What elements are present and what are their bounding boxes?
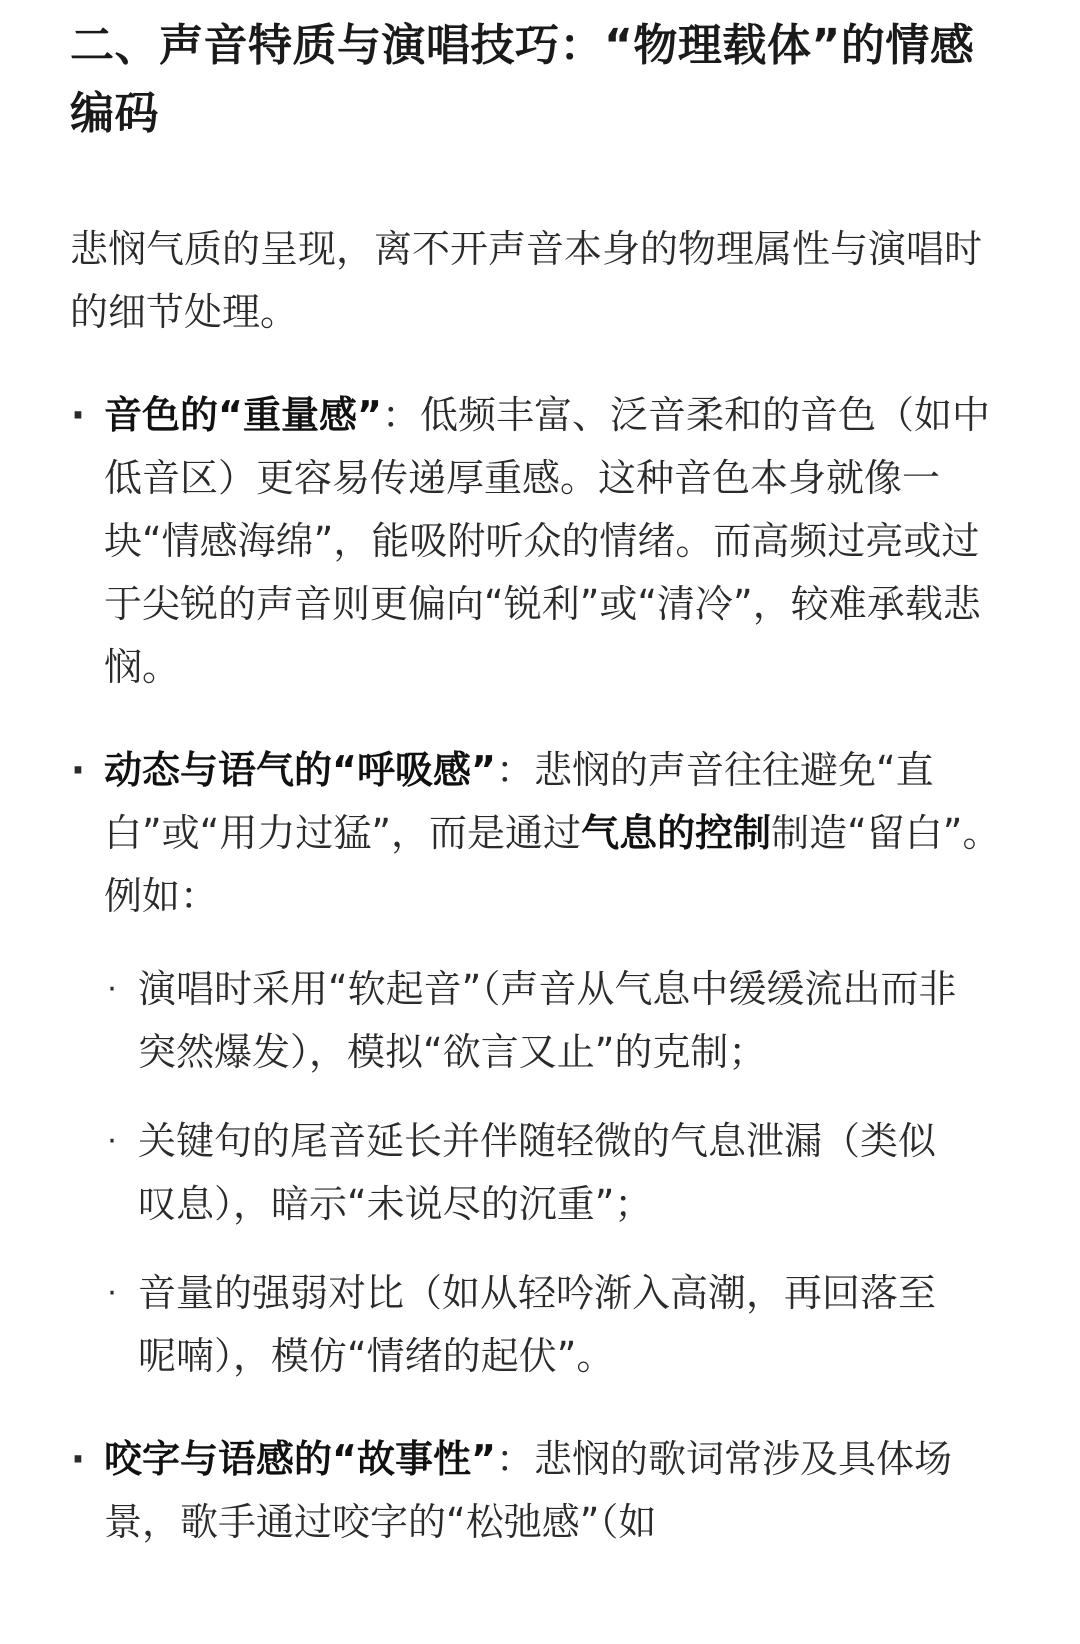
bullet-dot: · xyxy=(70,748,86,792)
sub-item-text: 关键句的尾音延长并伴随轻微的气息泄漏（类似叹息），暗示“未说尽的沉重”； xyxy=(138,1119,937,1226)
bullet-text: ：低频丰富、泛音柔和的音色（如中低音区）更容易传递厚重感。这种音色本身就像一块“情感海绵”，能吸附听众的情绪。而高频过亮或过于尖锐的声音则更偏向“锐利”或“清冷”，较难承载悲悯。 xyxy=(104,393,990,689)
bullet-title: 动态与语气的“呼吸感” xyxy=(104,748,496,792)
article xyxy=(70,12,1010,1594)
bullet-title: 音色的“重量感” xyxy=(104,393,382,437)
bullet-dot: · xyxy=(70,1437,86,1481)
bullet-text: ：悲悯的歌词常涉及具体场景，歌手通过咬字的“松弛感”（如 xyxy=(104,1437,952,1544)
bullet-dot: · xyxy=(70,393,86,437)
bullet-timbre xyxy=(70,384,1010,699)
sub-item-text: 音量的强弱对比（如从轻吟渐入高潮，再回落至呢喃），模仿“情绪的起伏”。 xyxy=(138,1271,937,1378)
sub-item-text: 演唱时采用“软起音”（声音从气息中缓缓流出而非突然爆发），模拟“欲言又止”的克制； xyxy=(138,967,957,1074)
bullet-list xyxy=(70,384,1010,1554)
sub-bullet-dot: · xyxy=(107,1124,117,1159)
sub-item xyxy=(104,958,958,1084)
bullet-dynamics xyxy=(70,739,1010,1388)
bullet-text: 制造“留白”。例如： xyxy=(104,811,1001,918)
bullet-text: ：悲悯的声音往往避免“直白”或“用力过猛”，而是通过 xyxy=(104,748,934,855)
sub-bullet-dot: · xyxy=(107,1276,117,1311)
bullet-emphasis: 气息的控制 xyxy=(581,811,772,855)
watermark-blur xyxy=(950,1574,1060,1644)
intro-paragraph: 悲悯气质的呈现，离不开声音本身的物理属性与演唱时的细节处理。 xyxy=(70,227,983,334)
sub-item xyxy=(104,1110,958,1236)
sub-item xyxy=(104,1262,958,1388)
bullet-articulation xyxy=(70,1428,1010,1554)
sub-list xyxy=(104,958,1010,1388)
bullet-title: 咬字与语感的“故事性” xyxy=(104,1437,496,1481)
sub-bullet-dot: · xyxy=(107,972,117,1007)
section-heading: 二、声音特质与演唱技巧：“物理载体”的情感编码 xyxy=(70,20,975,139)
